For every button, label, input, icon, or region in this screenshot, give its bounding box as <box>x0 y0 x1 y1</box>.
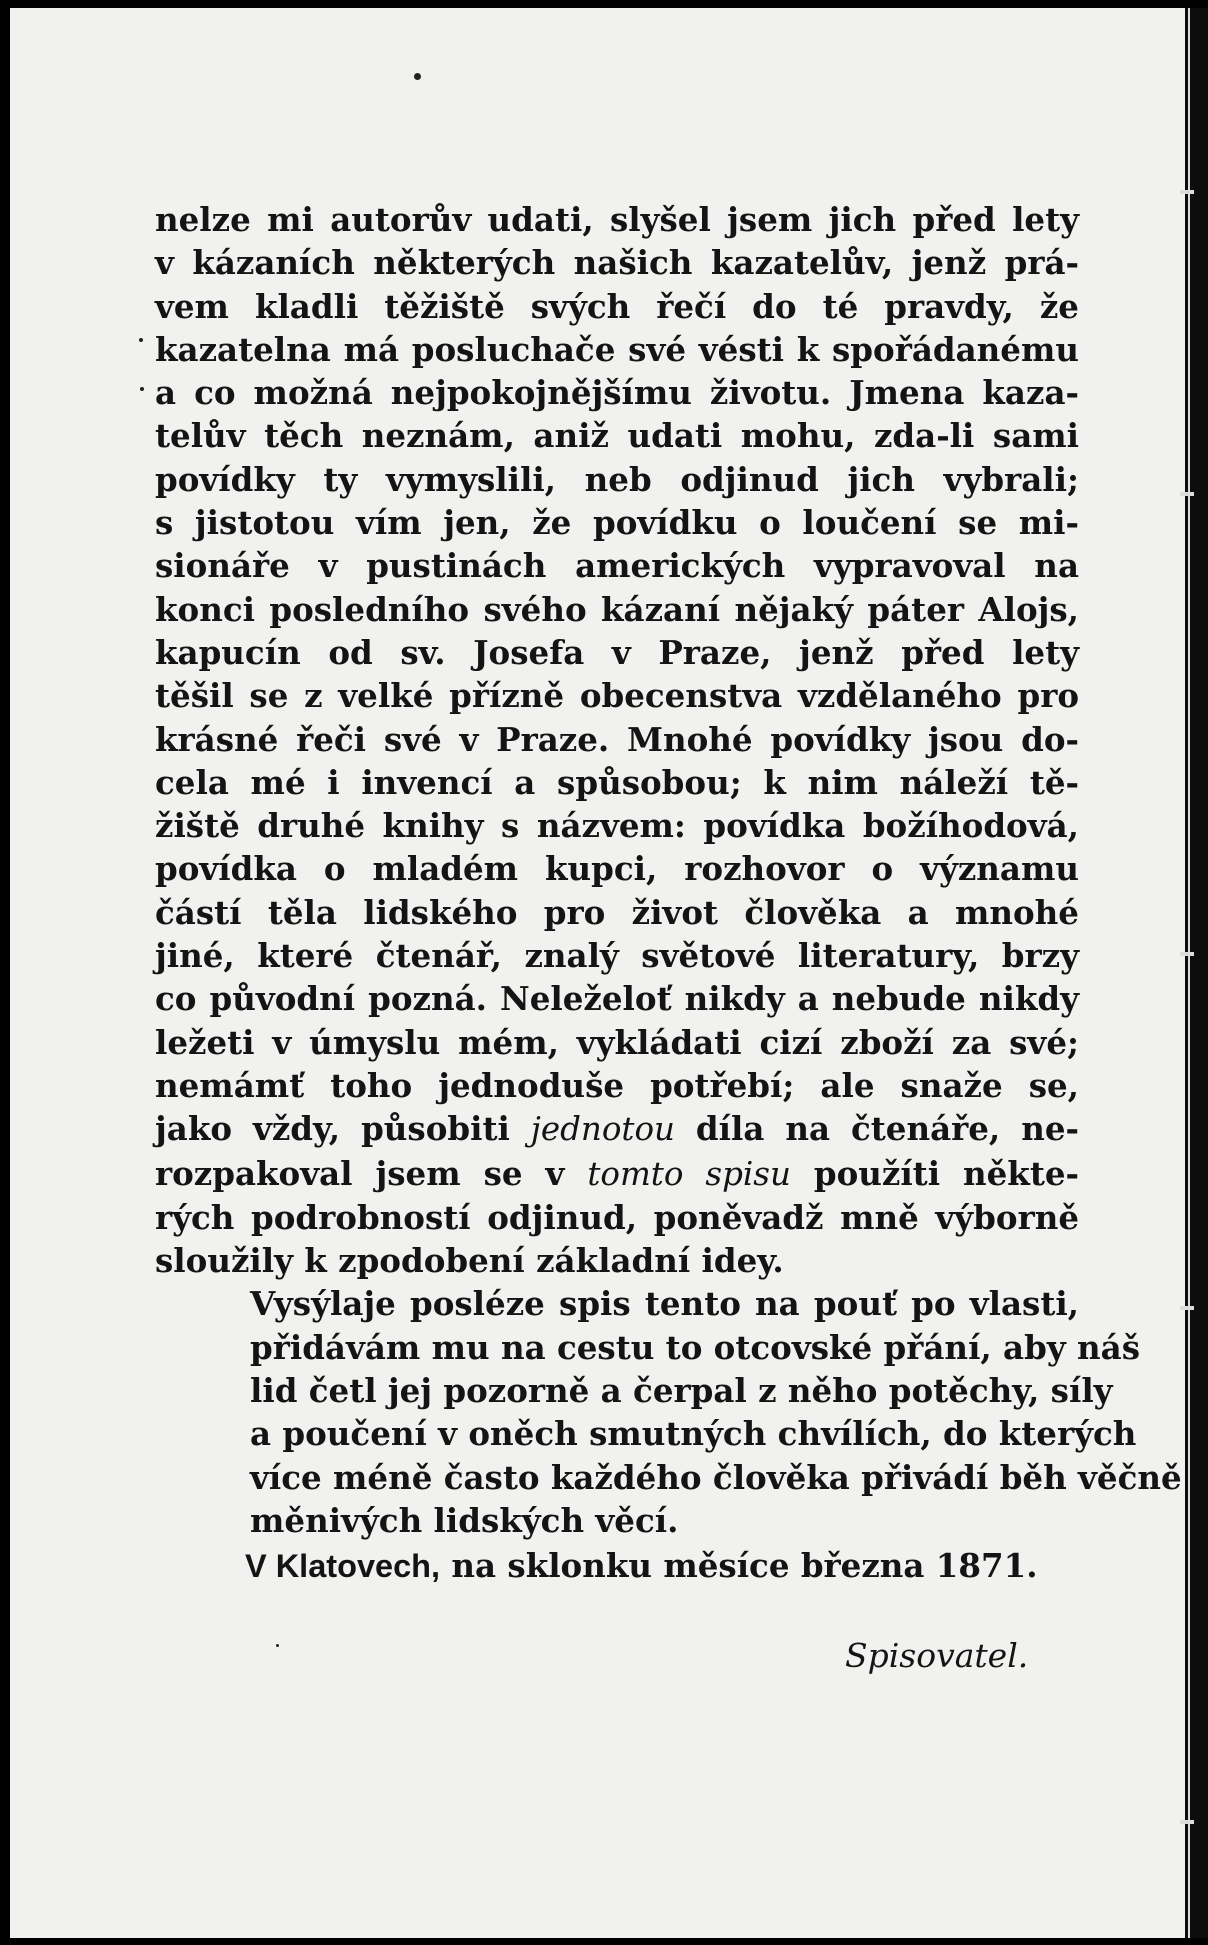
ink-speck <box>276 1644 279 1647</box>
dateline-place: V Klatovech, <box>245 1548 441 1584</box>
text-line <box>155 1107 1079 1151</box>
text-line: nelze mi autorův udati, slyšel jsem jich před lety <box>155 200 1079 239</box>
text-line: s jistotou vím jen, že povídku o loučení se mi- <box>155 503 1079 543</box>
emphasis: tomto spisu <box>587 1154 791 1193</box>
text-line: kazatelna má posluchače své vésti k spořádanému <box>155 329 1079 369</box>
text-fragment: rozpakoval jsem se v <box>155 1153 588 1193</box>
text-fragment: jako vždy, působiti <box>155 1109 531 1149</box>
text-line <box>155 1152 1079 1196</box>
text-line: přidávám mu na cestu to otcovské přání, aby náš <box>250 1327 1141 1367</box>
paragraph-2 <box>155 1282 1182 1542</box>
text-line: sionáře v pustinách amerických vypravoval na <box>155 546 1079 586</box>
text-line: v kázaních některých našich kazatelův, jenž prá- <box>155 243 1079 283</box>
dateline-date: na sklonku měsíce března 1871. <box>440 1546 1038 1585</box>
text-line: jiné, které čtenář, znalý světové literatury, brzy <box>155 936 1079 976</box>
text-line: měnivých lidských věcí. <box>250 1500 679 1540</box>
emphasis: jednotou <box>530 1110 675 1149</box>
signature: Spisovatel. <box>845 1636 1029 1675</box>
text-line: lid četl jej pozorně a čerpal z něho potěchy, síly <box>250 1371 1113 1411</box>
text-line: sloužily k zpodobení základní idey. <box>155 1241 784 1281</box>
text-line: a co možná nejpokojnějšímu životu. Jmena kaza- <box>155 373 1079 413</box>
text-line: a poučení v oněch smutných chvílích, do kterých <box>250 1414 1137 1454</box>
text-line: co původní pozná. Neleželoť nikdy a nebude nikdy <box>155 979 1079 1019</box>
text-line: telův těch neznám, aniž udati mohu, zda-li sami <box>155 416 1079 456</box>
text-line: kapucín od sv. Josefa v Praze, jenž před lety <box>155 632 1079 672</box>
text-line: více méně často každého člověka přivádí běh věčně <box>250 1457 1182 1497</box>
text-line: povídka o mladém kupci, rozhovor o významu <box>155 849 1079 889</box>
text-line: povídky ty vymyslili, neb odjinud jich vybrali; <box>155 459 1079 499</box>
text-line: těšil se z velké přízně obecenstva vzdělaného pro <box>155 676 1079 716</box>
text-line: vem kladli těžiště svých řečí do té pravdy, že <box>155 286 1079 326</box>
text-fragment: díla na čtenáře, ne- <box>674 1109 1079 1149</box>
ink-speck <box>414 73 421 80</box>
paragraph-1 <box>155 198 1079 1282</box>
edge-mark <box>1180 1306 1194 1310</box>
text-line: částí těla lidského pro život člověka a mnohé <box>155 892 1079 932</box>
text-line: cela mé i invencí a spůsobou; k nim náleží tě- <box>155 762 1079 802</box>
text-line: konci posledního svého kázaní nějaký páter Alojs, <box>155 589 1079 629</box>
edge-mark <box>1180 952 1194 956</box>
ink-speck <box>140 387 144 391</box>
dateline <box>245 1544 1079 1588</box>
text-line: rých podrobností odjinud, poněvadž mně výborně <box>155 1197 1079 1237</box>
text-fragment: použíti někte- <box>790 1153 1080 1193</box>
ink-speck <box>139 338 143 342</box>
edge-mark <box>1180 492 1194 496</box>
body-text <box>155 198 1182 1542</box>
text-line: ležeti v úmyslu mém, vykládati cizí zboží za své; <box>155 1022 1079 1062</box>
text-line: žiště druhé knihy s názvem: povídka božíhodová, <box>155 806 1079 846</box>
text-line: Vysýlaje posléze spis tento na pouť po vlasti, <box>250 1284 1079 1324</box>
edge-mark <box>1180 190 1194 194</box>
text-line: krásné řeči své v Praze. Mnohé povídky jsou do- <box>155 719 1079 759</box>
page-edge-line <box>1188 8 1190 1938</box>
text-line: nemámť toho jednoduše potřebí; ale snaže se, <box>155 1065 1079 1105</box>
edge-mark <box>1180 1820 1194 1824</box>
